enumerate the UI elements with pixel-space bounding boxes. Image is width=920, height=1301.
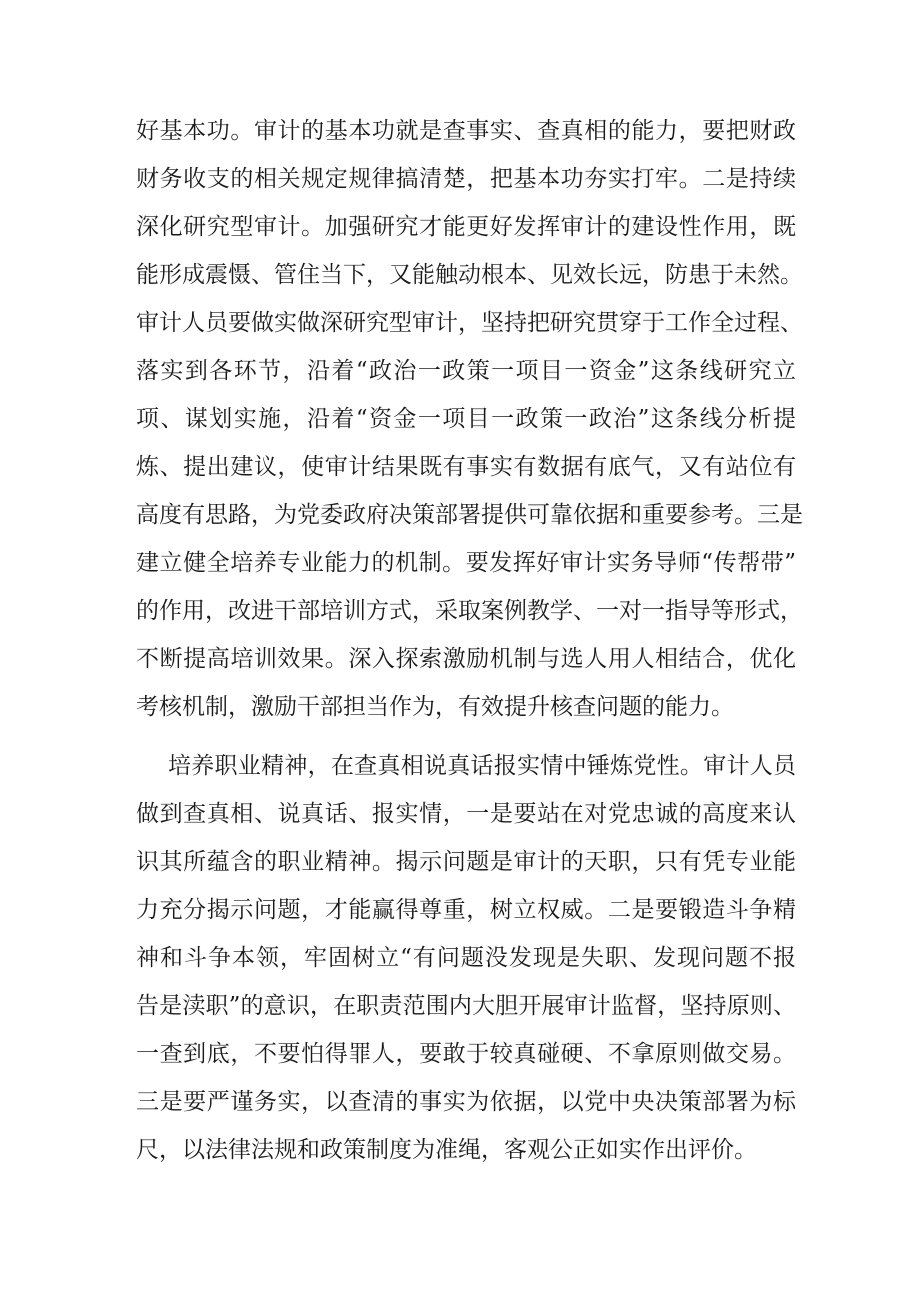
text-line: 不断提高培训效果。深入探索激励机制与选人用人相结合，优化 <box>136 646 796 672</box>
text-line: 建立健全培养专业能力的机制。要发挥好审计实务导师“传帮带” <box>136 550 796 576</box>
paragraph-spacer <box>136 731 796 742</box>
text-line: 神和斗争本领，牢固树立“有问题没发现是失职、发现问题不报 <box>136 945 796 971</box>
text-line: 落实到各环节，沿着“政治一政策一项目一资金”这条线研究立 <box>136 358 796 384</box>
paragraph-2 <box>136 742 796 1174</box>
paragraph-1 <box>136 107 803 731</box>
text-line: 考核机制，激励干部担当作为，有效提升核查问题的能力。 <box>136 694 734 720</box>
text-line: 财务收支的相关规定规律搞清楚，把基本功夯实打牢。二是持续 <box>136 166 796 192</box>
text-line: 能形成震慑、管住当下，又能触动根本、见效长远，防患于未然。 <box>136 262 803 288</box>
text-line: 审计人员要做实做深研究型审计，坚持把研究贯穿于工作全过程、 <box>136 310 803 336</box>
text-line: 一查到底，不要怕得罪人，要敢于较真碰硬、不拿原则做交易。 <box>136 1041 796 1067</box>
text-line: 高度有思路，为党委政府决策部署提供可靠依据和重要参考。三是 <box>136 502 803 528</box>
text-line: 告是渎职”的意识，在职责范围内大胆开展审计监督，坚持原则、 <box>136 993 796 1019</box>
text-line: 力充分揭示问题，才能赢得尊重，树立权威。二是要锻造斗争精 <box>136 897 796 923</box>
document-body <box>136 107 803 1174</box>
text-line: 培养职业精神，在查真相说真话报实情中锤炼党性。审计人员 <box>168 753 796 779</box>
text-line: 深化研究型审计。加强研究才能更好发挥审计的建设性作用，既 <box>136 214 796 240</box>
text-line: 识其所蕴含的职业精神。揭示问题是审计的天职，只有凭专业能 <box>136 849 796 875</box>
text-line: 尺，以法律法规和政策制度为准绳，客观公正如实作出评价。 <box>136 1137 757 1163</box>
text-line: 的作用，改进干部培训方式，采取案例教学、一对一指导等形式， <box>136 598 803 624</box>
text-line: 三是要严谨务实，以查清的事实为依据，以党中央决策部署为标 <box>136 1089 796 1115</box>
text-line: 好基本功。审计的基本功就是查事实、查真相的能力，要把财政 <box>136 118 796 144</box>
text-line: 项、谋划实施，沿着“资金一项目一政策一政治”这条线分析提 <box>136 406 796 432</box>
text-line: 炼、提出建议，使审计结果既有事实有数据有底气，又有站位有 <box>136 454 796 480</box>
text-line: 做到查真相、说真话、报实情，一是要站在对党忠诚的高度来认 <box>136 801 796 827</box>
